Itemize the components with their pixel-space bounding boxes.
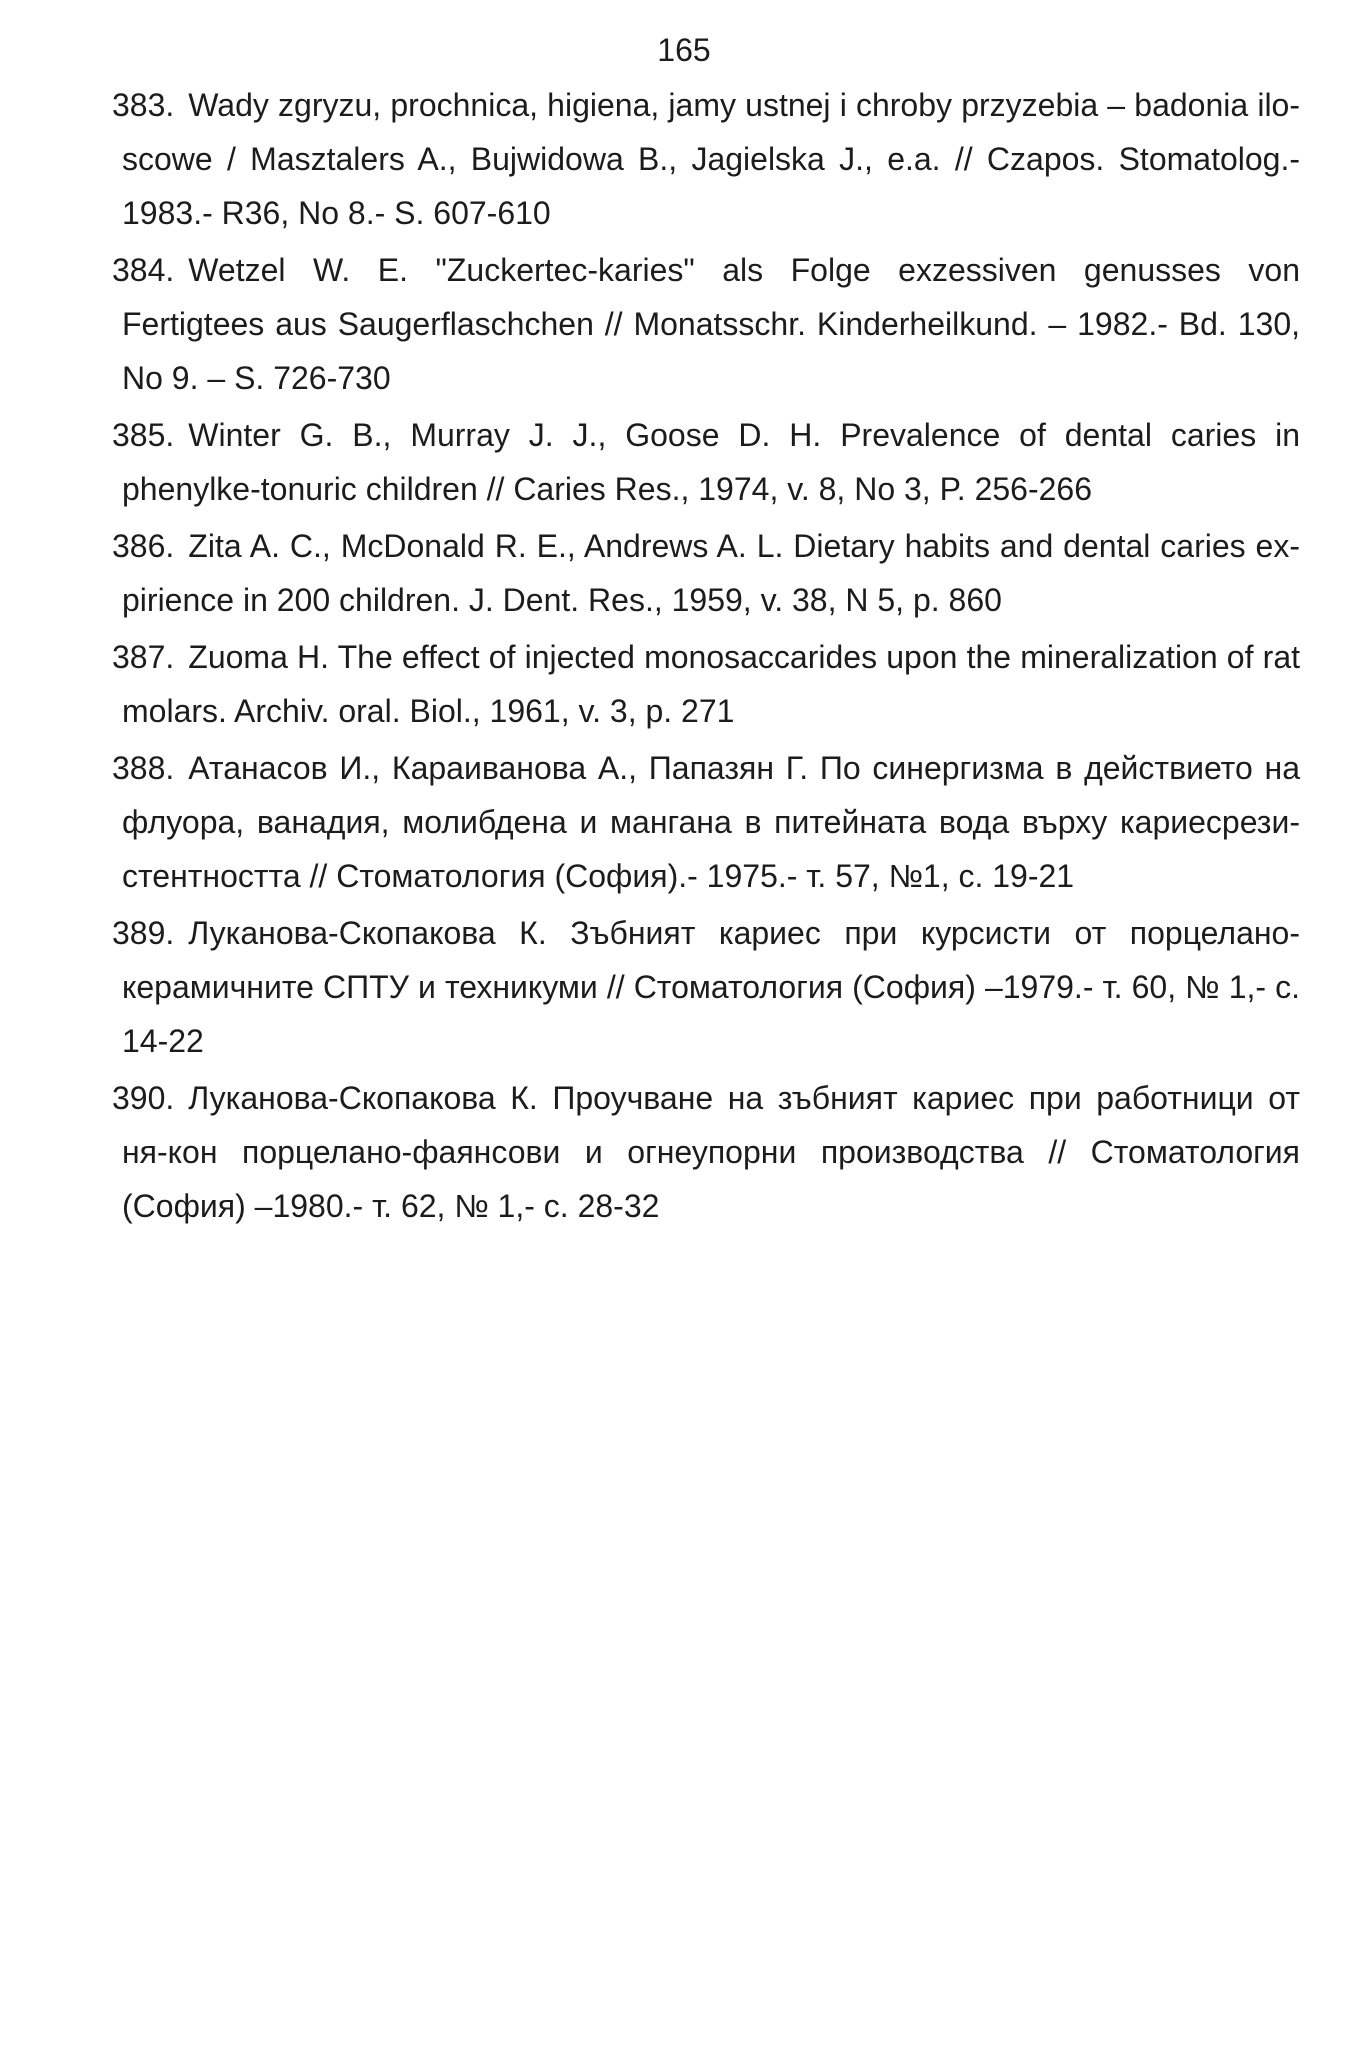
reference-number: 384. (112, 252, 175, 288)
reference-text: Wady zgryzu, prochnica, higiena, jamy ustnej i chroby przyzebia – badonia ilo-scowe / Masztalers A., Bujwidowa B., Jagielska J., e.a. // Czapos. Stomatolog.- 1983.- R36, No 8.- S. 607-610 (122, 87, 1300, 231)
reference-number: 390. (112, 1080, 175, 1116)
reference-text: Winter G. B., Murray J. J., Goose D. H. Prevalence of dental caries in phenylke-tonuric children // Caries Res., 1974, v. 8, No 3, P. 256-266 (122, 417, 1300, 507)
page-number: 165 (657, 32, 711, 68)
reference-number: 385. (112, 417, 175, 453)
reference-item-385 (112, 408, 1300, 516)
reference-list (112, 78, 1300, 1236)
reference-number: 388. (112, 750, 175, 786)
reference-item-387 (112, 630, 1300, 738)
reference-item-384 (112, 243, 1300, 405)
reference-item-390 (112, 1071, 1300, 1233)
reference-text: Луканова-Скопакова К. Зъбният кариес при курсисти от порцелано-керамичните СПТУ и техникуми // Стоматология (София) –1979.- т. 60, № 1,- с. 14-22 (122, 915, 1300, 1059)
reference-item-389 (112, 906, 1300, 1068)
reference-item-386 (112, 519, 1300, 627)
reference-number: 383. (112, 87, 175, 123)
reference-text: Zita A. C., McDonald R. E., Andrews A. L. Dietary habits and dental caries ex-pirience in 200 children. J. Dent. Res., 1959, v. 38, N 5, p. 860 (122, 528, 1300, 618)
reference-item-388 (112, 741, 1300, 903)
reference-text: Zuoma H. The effect of injected monosaccarides upon the mineralization of rat molars. Archiv. oral. Biol., 1961, v. 3, p. 271 (122, 639, 1300, 729)
reference-number: 387. (112, 639, 175, 675)
reference-text: Атанасов И., Караиванова А., Папазян Г. По синергизма в действието на флуора, ванадия, молибдена и мангана в питейната вода върху кариесрези-стентността // Стоматология (София).- 1975.- т. 57, №1, с. 19-21 (122, 750, 1300, 894)
reference-text: Луканова-Скопакова К. Проучване на зъбният кариес при работници от ня-кон порцелано-фаянсови и огнеупорни производства // Стоматология (София) –1980.- т. 62, № 1,- с. 28-32 (122, 1080, 1300, 1224)
reference-text: Wetzel W. E. "Zuckertec-karies" als Folge exzessiven genusses von Fertigtees aus Saugerflaschchen // Monatsschr. Kinderheilkund. – 1982.- Bd. 130, No 9. – S. 726-730 (122, 252, 1300, 396)
reference-item-383 (112, 78, 1300, 240)
reference-number: 386. (112, 528, 175, 564)
reference-number: 389. (112, 915, 175, 951)
